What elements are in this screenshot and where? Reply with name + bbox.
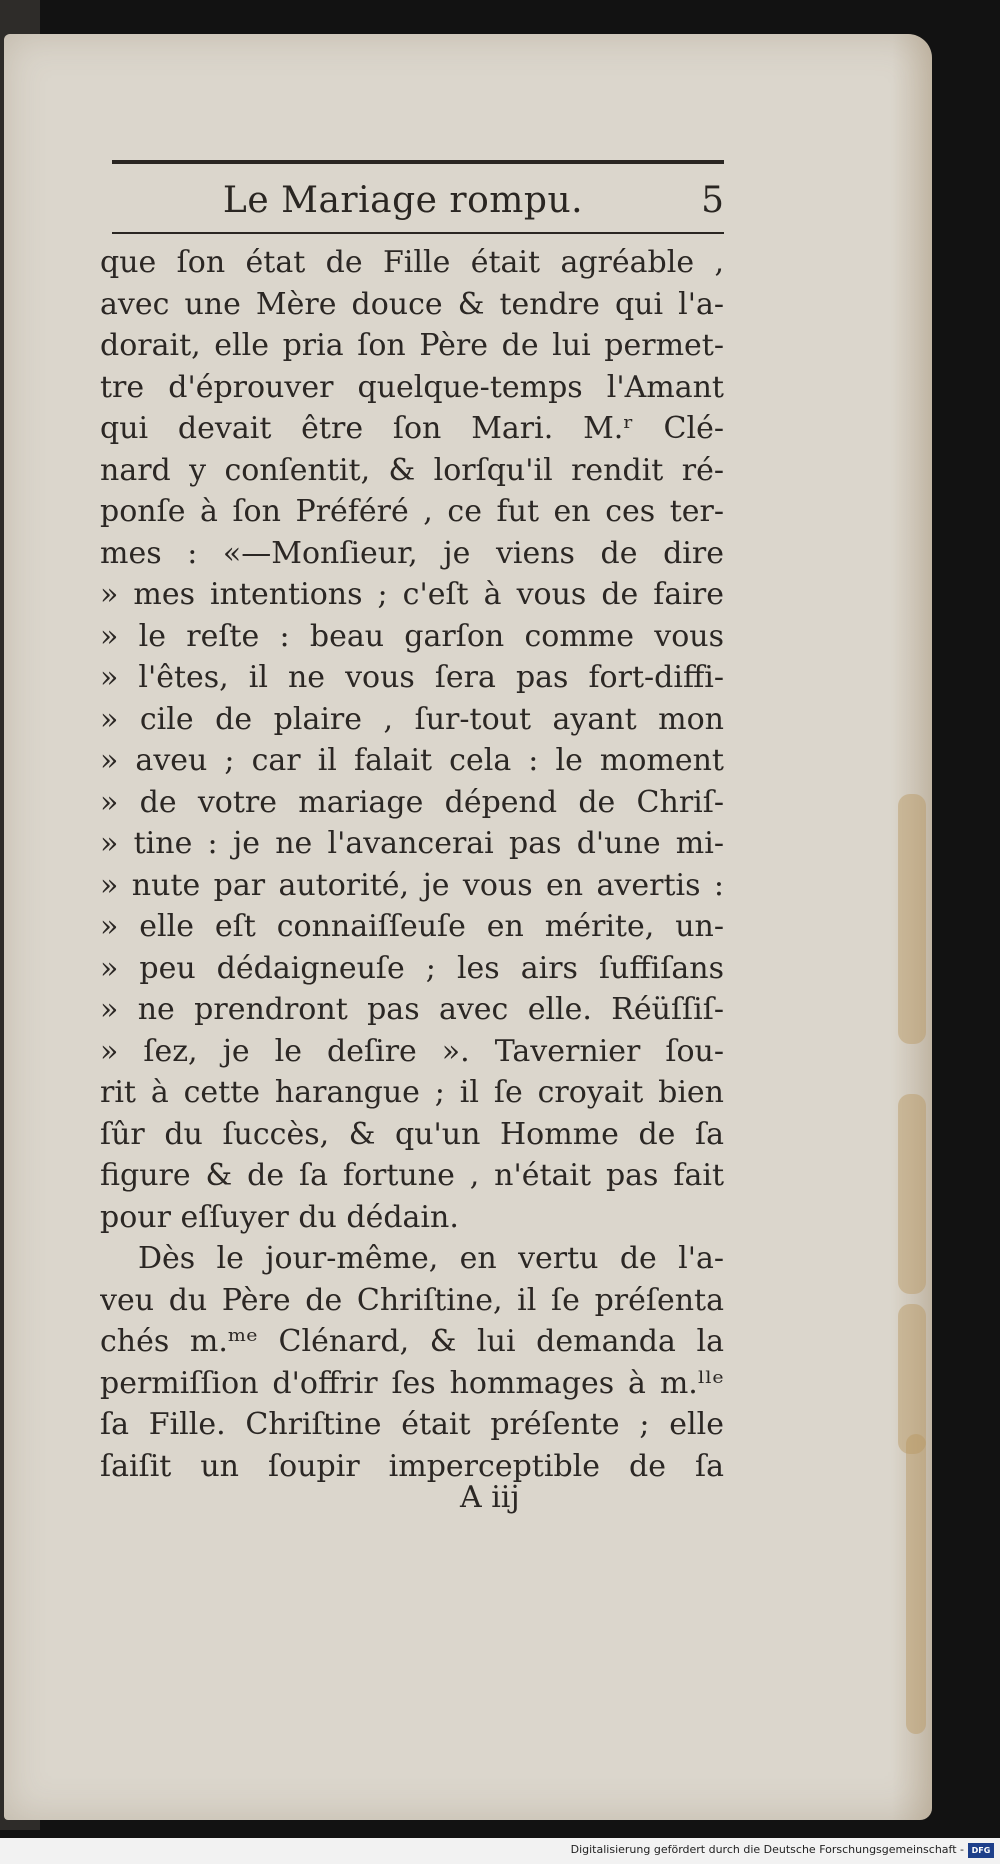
page-number: 5 [701, 180, 724, 221]
signature-mark: A iij [460, 1480, 520, 1515]
text-line: ſaiſit un ſoupir imperceptible de ſa [100, 1448, 724, 1484]
text-line: » peu dédaigneuſe ; les airs ſuffiſans [100, 950, 724, 986]
text-line: ponſe à ſon Préféré , ce fut en ces ter- [100, 494, 724, 529]
text-line: pour eſſuyer du dédain. [100, 1199, 459, 1235]
text-line: chés m.ᵐᵉ Clénard, & lui demanda la [100, 1324, 724, 1359]
dfg-logo: DFG [968, 1843, 994, 1858]
text-line: mes : «—Monſieur, je viens de dire [100, 535, 724, 571]
text-line: » mes intentions ; c'eſt à vous de faire [100, 577, 724, 612]
text-line: qui devait être ſon Mari. M.ʳ Clé- [100, 411, 724, 446]
text-line: » l'êtes, il ne vous ſera pas fort-diffi- [100, 660, 724, 695]
text-line: » elle eſt connaiſſeuſe en mérite, un- [100, 909, 724, 944]
header-top-rule [112, 160, 724, 164]
text-line: permiſſion d'offrir ſes hommages à m.ˡˡᵉ [100, 1365, 724, 1401]
text-line: rit à cette harangue ; il ſe croyait bien [100, 1075, 724, 1110]
text-line: » de votre mariage dépend de Chriſ- [100, 784, 724, 820]
text-line: tre d'éprouver quelque-temps l'Amant [100, 369, 724, 405]
footer-credit: Digitalisierung gefördert durch die Deutsche Forschungsgemeinschaft - [570, 1843, 964, 1856]
text-line: Dès le jour-même, en vertu de l'a- [138, 1241, 724, 1276]
text-line: dorait, elle pria ſon Père de lui permet- [100, 328, 724, 363]
text-line: ſûr du ſuccès, & qu'un Homme de ſa [100, 1116, 724, 1152]
text-line: figure & de ſa fortune , n'était pas fait [100, 1158, 724, 1193]
text-line: » ſez, je le deſire ». Tavernier ſou- [100, 1033, 724, 1069]
text-line: veu du Père de Chriſtine, il ſe préſenta [100, 1282, 724, 1318]
text-line: » le reſte : beau garſon comme vous [100, 618, 724, 654]
body-text [100, 242, 724, 1487]
paper-stain [898, 1304, 926, 1454]
text-line: » aveu ; car il falait cela : le moment [100, 743, 724, 778]
text-line: » nute par autorité, je vous en avertis : [100, 867, 724, 903]
text-line: » cile de plaire , ſur-tout ayant mon [100, 701, 724, 737]
paper-stain [898, 794, 926, 1044]
digitization-footer [0, 1838, 1000, 1864]
text-line: » tine : je ne l'avancerai pas d'une mi- [100, 826, 724, 861]
text-line: ſa Fille. Chriſtine était préſente ; elle [100, 1407, 724, 1442]
running-header [112, 180, 724, 230]
paper-stain [906, 1434, 926, 1734]
text-line: » ne prendront pas avec elle. Réüſſiſ- [100, 992, 724, 1027]
header-bottom-rule [112, 232, 724, 234]
text-line: nard y conſentit, & lorſqu'il rendit ré- [100, 452, 724, 488]
paper-stain [898, 1094, 926, 1294]
running-title: Le Mariage rompu. [222, 180, 584, 221]
text-line: que ſon état de Fille était agréable , [100, 245, 724, 280]
text-line: avec une Mère douce & tendre qui l'a- [100, 286, 724, 322]
